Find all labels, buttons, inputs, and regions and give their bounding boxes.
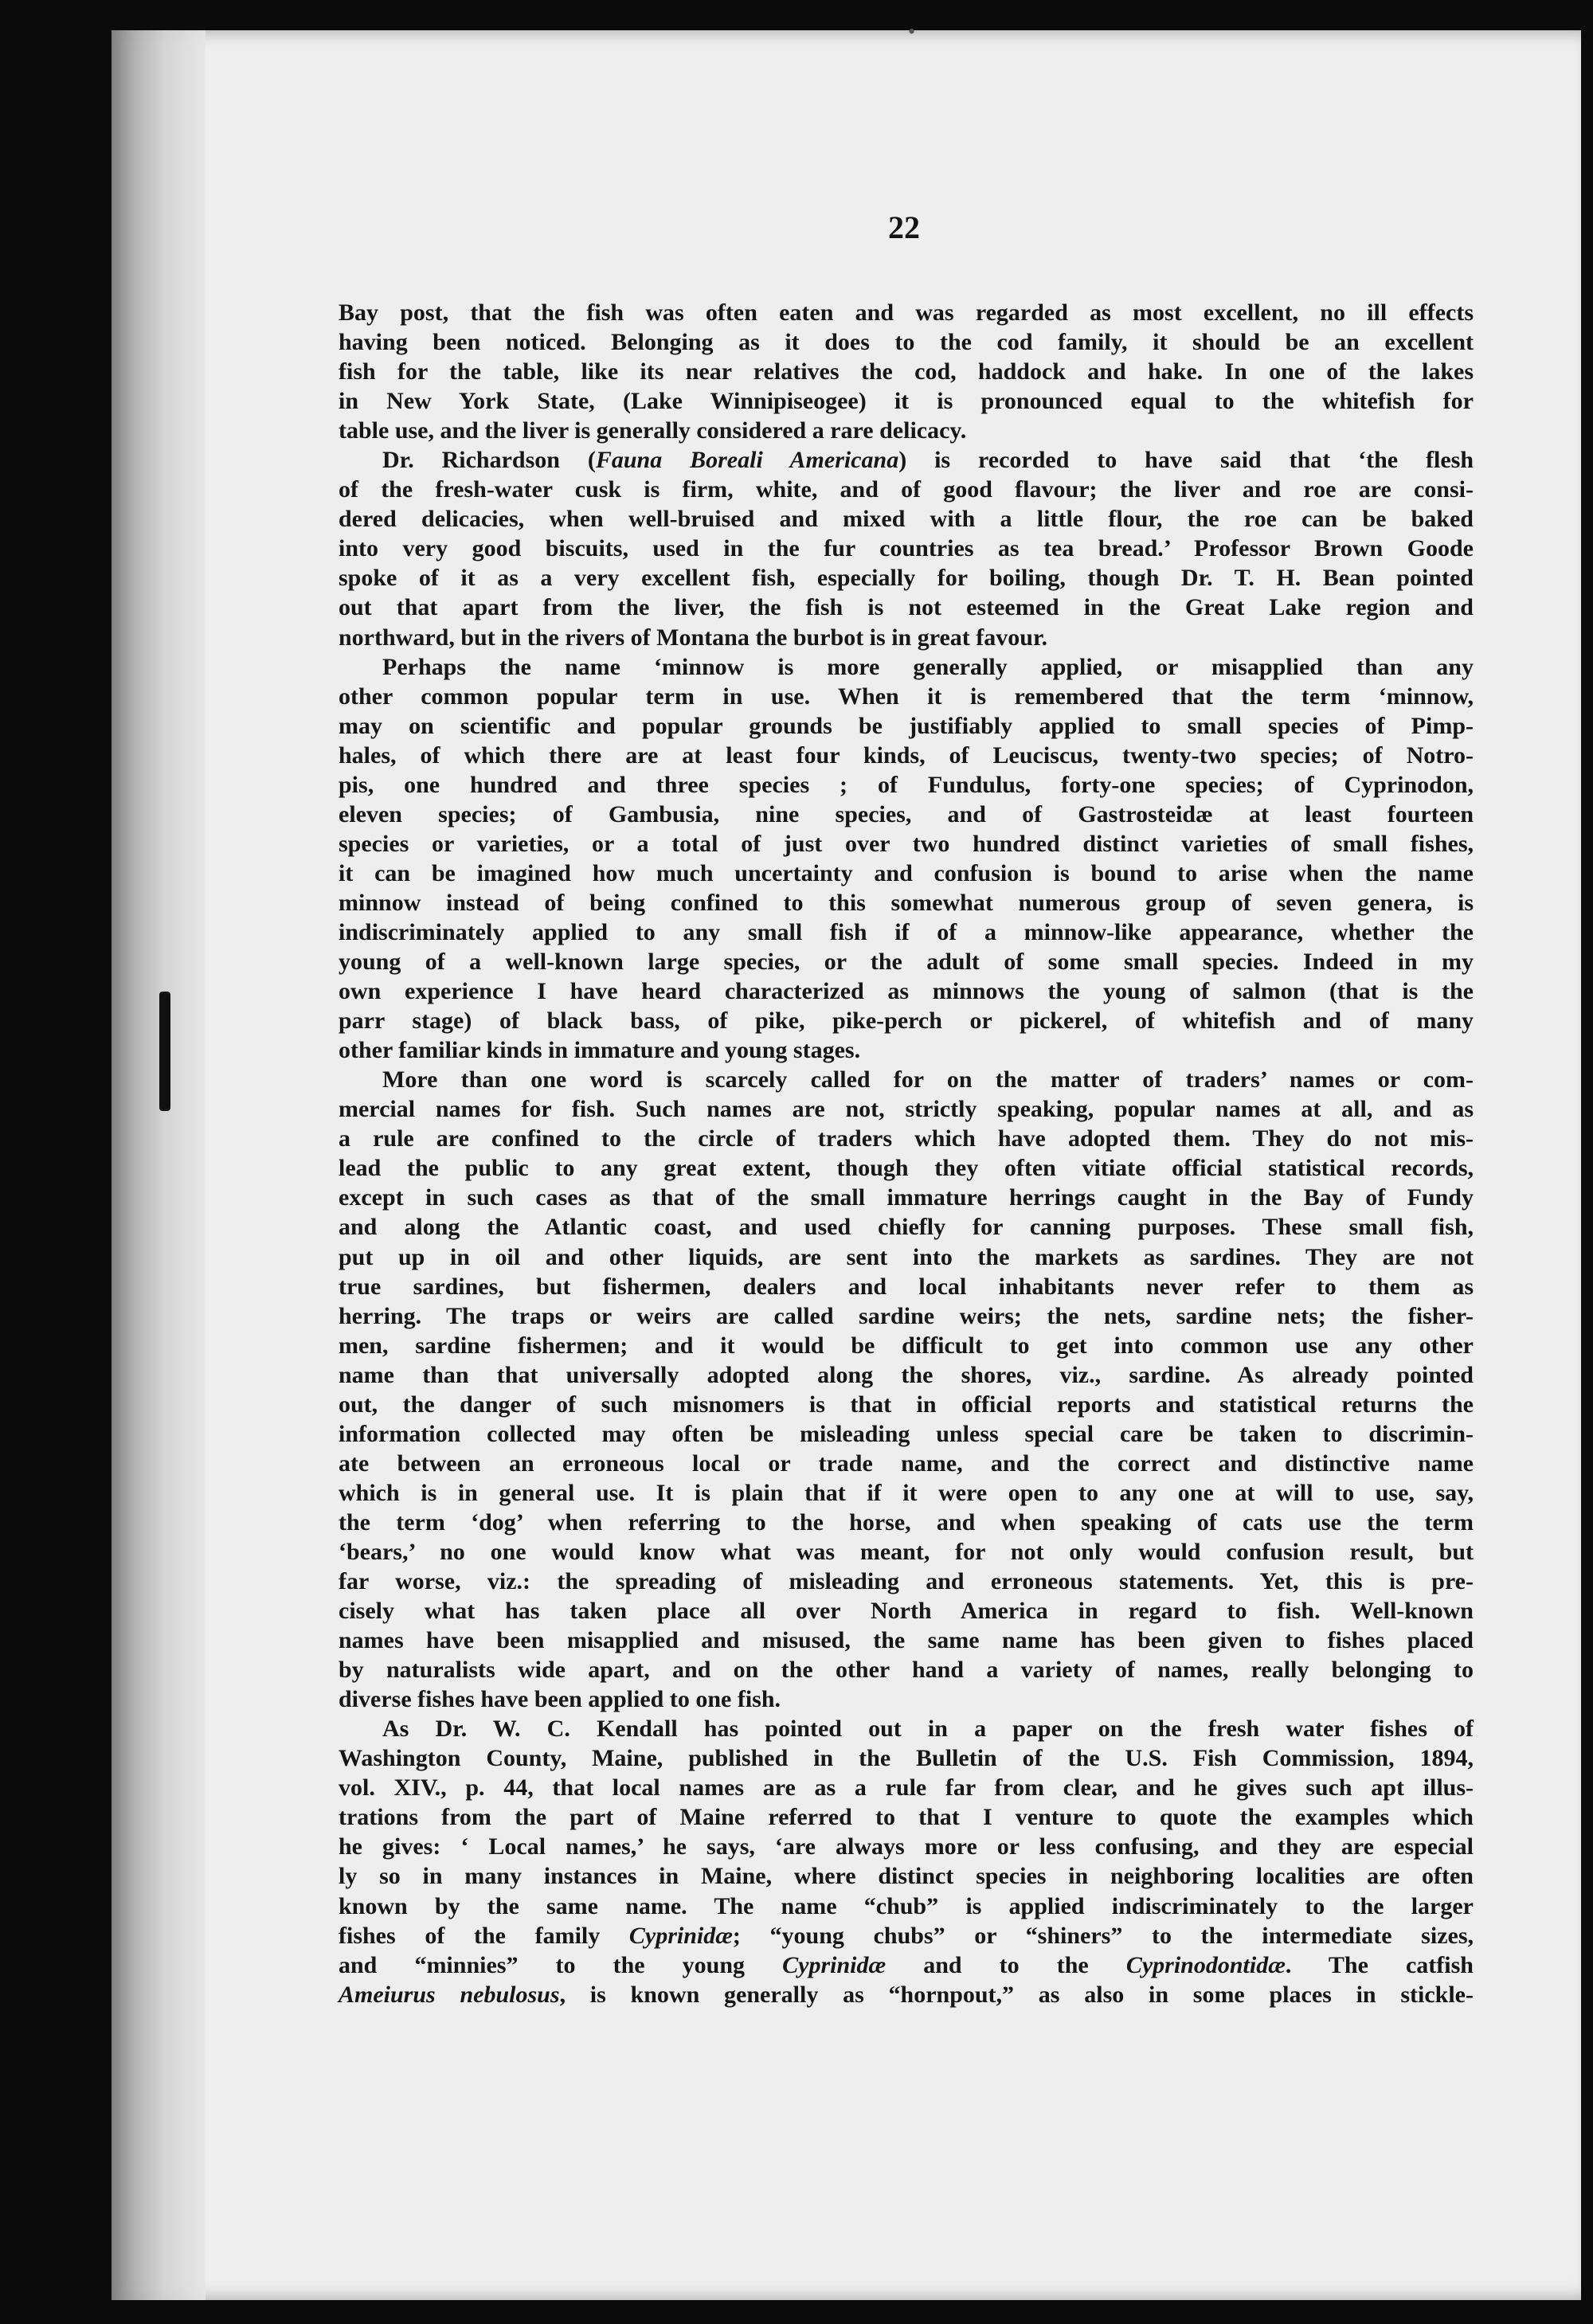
text-line: lead the public to any great extent, though they often vitiate official statistical records, <box>339 1155 1474 1182</box>
text-line: table use, and the liver is generally considered a rare delicacy. <box>339 417 967 444</box>
text-line <box>339 1980 1474 2009</box>
scan-speck: • <box>908 20 916 43</box>
text-segment: ) is recorded to have said that ‘the flesh <box>898 447 1474 474</box>
text-line: having been noticed. Belonging as it does to the cod family, it should be an excellent <box>339 329 1474 356</box>
page-binding-shadow <box>112 30 205 2300</box>
text-line: fish for the table, like its near relatives the cod, haddock and hake. In one of the lakes <box>339 358 1474 385</box>
text-line: herring. The traps or weirs are called sardine weirs; the nets, sardine nets; the fisher- <box>339 1302 1474 1329</box>
italic-text-segment: Cyprinidæ <box>628 1922 733 1949</box>
text-line: far worse, viz.: the spreading of misleading and erroneous statements. Yet, this is pre- <box>339 1568 1474 1595</box>
italic-text-segment: Ameiurus nebulosus <box>339 1981 560 2008</box>
text-line: indiscriminately applied to any small fish if of a minnow-like appearance, whether the <box>339 918 1474 945</box>
italic-text-segment: Cyprinodontidæ <box>1125 1951 1286 1978</box>
text-line: Washington County, Maine, published in the Bulletin of the U.S. Fish Commission, 1894, <box>339 1745 1474 1772</box>
text-line: minnow instead of being confined to this somewhat numerous group of seven genera, is <box>339 889 1474 916</box>
text-line: cisely what has taken place all over North America in regard to fish. Well-known <box>339 1598 1474 1625</box>
text-line: information collected may often be misleading unless special care be taken to discrimin- <box>339 1420 1474 1447</box>
text-segment: Dr. Richardson ( <box>382 447 596 474</box>
text-line: may on scientific and popular grounds be justifiably applied to small species of Pimp- <box>339 712 1474 739</box>
text-line: northward, but in the rivers of Montana the burbot is in great favour. <box>339 624 1048 651</box>
text-line: men, sardine fishermen; and it would be difficult to get into common use any other <box>339 1332 1474 1359</box>
text-segment: . The catfish <box>1285 1951 1474 1978</box>
text-segment: , is known generally as “hornpout,” as also in some places in stickle- <box>559 1981 1474 2008</box>
text-line: own experience I have heard characterized as minnows the young of salmon (that is the <box>339 978 1474 1005</box>
text-segment: fishes of the family <box>339 1922 629 1949</box>
text-line: trations from the part of Maine referred to that I venture to quote the examples which <box>339 1804 1474 1831</box>
text-line: except in such cases as that of the small immature herrings caught in the Bay of Fundy <box>339 1184 1474 1211</box>
text-line: known by the same name. The name “chub” is applied indiscriminately to the larger <box>339 1892 1474 1919</box>
text-line <box>339 1950 1474 1980</box>
text-line: vol. XIV., p. 44, that local names are as a rule far from clear, and he gives such apt illus- <box>339 1774 1474 1802</box>
text-line: ‘bears,’ no one would know what was meant, for not only would confusion result, but <box>339 1538 1474 1565</box>
text-line: mercial names for fish. Such names are not, strictly speaking, popular names at all, and as <box>339 1096 1474 1123</box>
italic-text-segment: Fauna Boreali Americana <box>595 447 899 474</box>
text-line: parr stage) of black bass, of pike, pike-perch or pickerel, of whitefish and of many <box>339 1007 1474 1035</box>
italic-text-segment: Cyprinidæ <box>782 1951 887 1978</box>
text-line: out that apart from the liver, the fish is not esteemed in the Great Lake region and <box>339 594 1474 621</box>
text-line: out, the danger of such misnomers is that in official reports and statistical returns the <box>339 1391 1474 1418</box>
text-segment: ; “young chubs” or “shiners” to the intermediate sizes, <box>732 1922 1474 1949</box>
text-line: Perhaps the name ‘minnow is more generally applied, or misapplied than any <box>382 653 1474 680</box>
text-line: young of a well-known large species, or the adult of some small species. Indeed in my <box>339 949 1474 976</box>
text-line: other common popular term in use. When it is remembered that the term ‘minnow, <box>339 683 1474 710</box>
page-number: 22 <box>888 209 920 245</box>
text-line: a rule are confined to the circle of traders which have adopted them. They do not mis- <box>339 1125 1474 1152</box>
text-line: As Dr. W. C. Kendall has pointed out in a paper on the fresh water fishes of <box>382 1716 1474 1743</box>
text-line: he gives: ‘ Local names,’ he says, ‘are always more or less confusing, and they are especial <box>339 1833 1474 1860</box>
text-line: it can be imagined how much uncertainty and confusion is bound to arise when the name <box>339 859 1474 886</box>
text-line: by naturalists wide apart, and on the other hand a variety of names, really belonging to <box>339 1657 1474 1684</box>
text-line: dered delicacies, when well-bruised and mixed with a little flour, the roe can be baked <box>339 506 1474 533</box>
text-line: which is in general use. It is plain that if it were open to any one at will to use, say, <box>339 1479 1474 1506</box>
text-line <box>339 1921 1474 1950</box>
text-line: species or varieties, or a total of just over two hundred distinct varieties of small fishes, <box>339 830 1474 857</box>
text-line: true sardines, but fishermen, dealers and local inhabitants never refer to them as <box>339 1273 1474 1300</box>
text-line: the term ‘dog’ when referring to the horse, and when speaking of cats use the term <box>339 1508 1474 1536</box>
text-line: ly so in many instances in Maine, where distinct species in neighboring localities are often <box>339 1863 1474 1890</box>
text-line: More than one word is scarcely called for on the matter of traders’ names or com- <box>382 1066 1474 1094</box>
text-line: other familiar kinds in immature and young stages. <box>339 1037 861 1064</box>
text-segment: and to the <box>886 1951 1126 1978</box>
text-line: into very good biscuits, used in the fur countries as tea bread.’ Professor Brown Goode <box>339 535 1474 562</box>
text-line: in New York State, (Lake Winnipiseogee) it is pronounced equal to the whitefish for <box>339 388 1474 415</box>
text-line: name than that universally adopted along the shores, viz., sardine. As already pointed <box>339 1361 1474 1388</box>
text-line: eleven species; of Gambusia, nine species, and of Gastrosteidæ at least fourteen <box>339 800 1474 827</box>
text-line: hales, of which there are at least four kinds, of Leuciscus, twenty-two species; of Notro- <box>339 741 1474 769</box>
text-line: diverse fishes have been applied to one fish. <box>339 1686 781 1713</box>
text-line: spoke of it as a very excellent fish, especially for boiling, though Dr. T. H. Bean pointed <box>339 565 1474 592</box>
binding-clip <box>159 992 170 1111</box>
text-line: and along the Atlantic coast, and used chiefly for canning purposes. These small fish, <box>339 1214 1474 1241</box>
text-line: Bay post, that the fish was often eaten and was regarded as most excellent, no ill effects <box>339 299 1474 326</box>
text-line: put up in oil and other liquids, are sent into the markets as sardines. They are not <box>339 1243 1474 1270</box>
text-line: of the fresh-water cusk is firm, white, and of good flavour; the liver and roe are consi- <box>339 476 1474 503</box>
text-line: pis, one hundred and three species ; of Fundulus, forty-one species; of Cyprinodon, <box>339 771 1474 798</box>
text-line <box>339 445 1474 475</box>
text-line: names have been misapplied and misused, the same name has been given to fishes placed <box>339 1627 1474 1654</box>
text-segment: and “minnies” to the young <box>339 1951 783 1978</box>
text-line: ate between an erroneous local or trade name, and the correct and distinctive name <box>339 1450 1474 1477</box>
body-text <box>339 298 1474 2009</box>
